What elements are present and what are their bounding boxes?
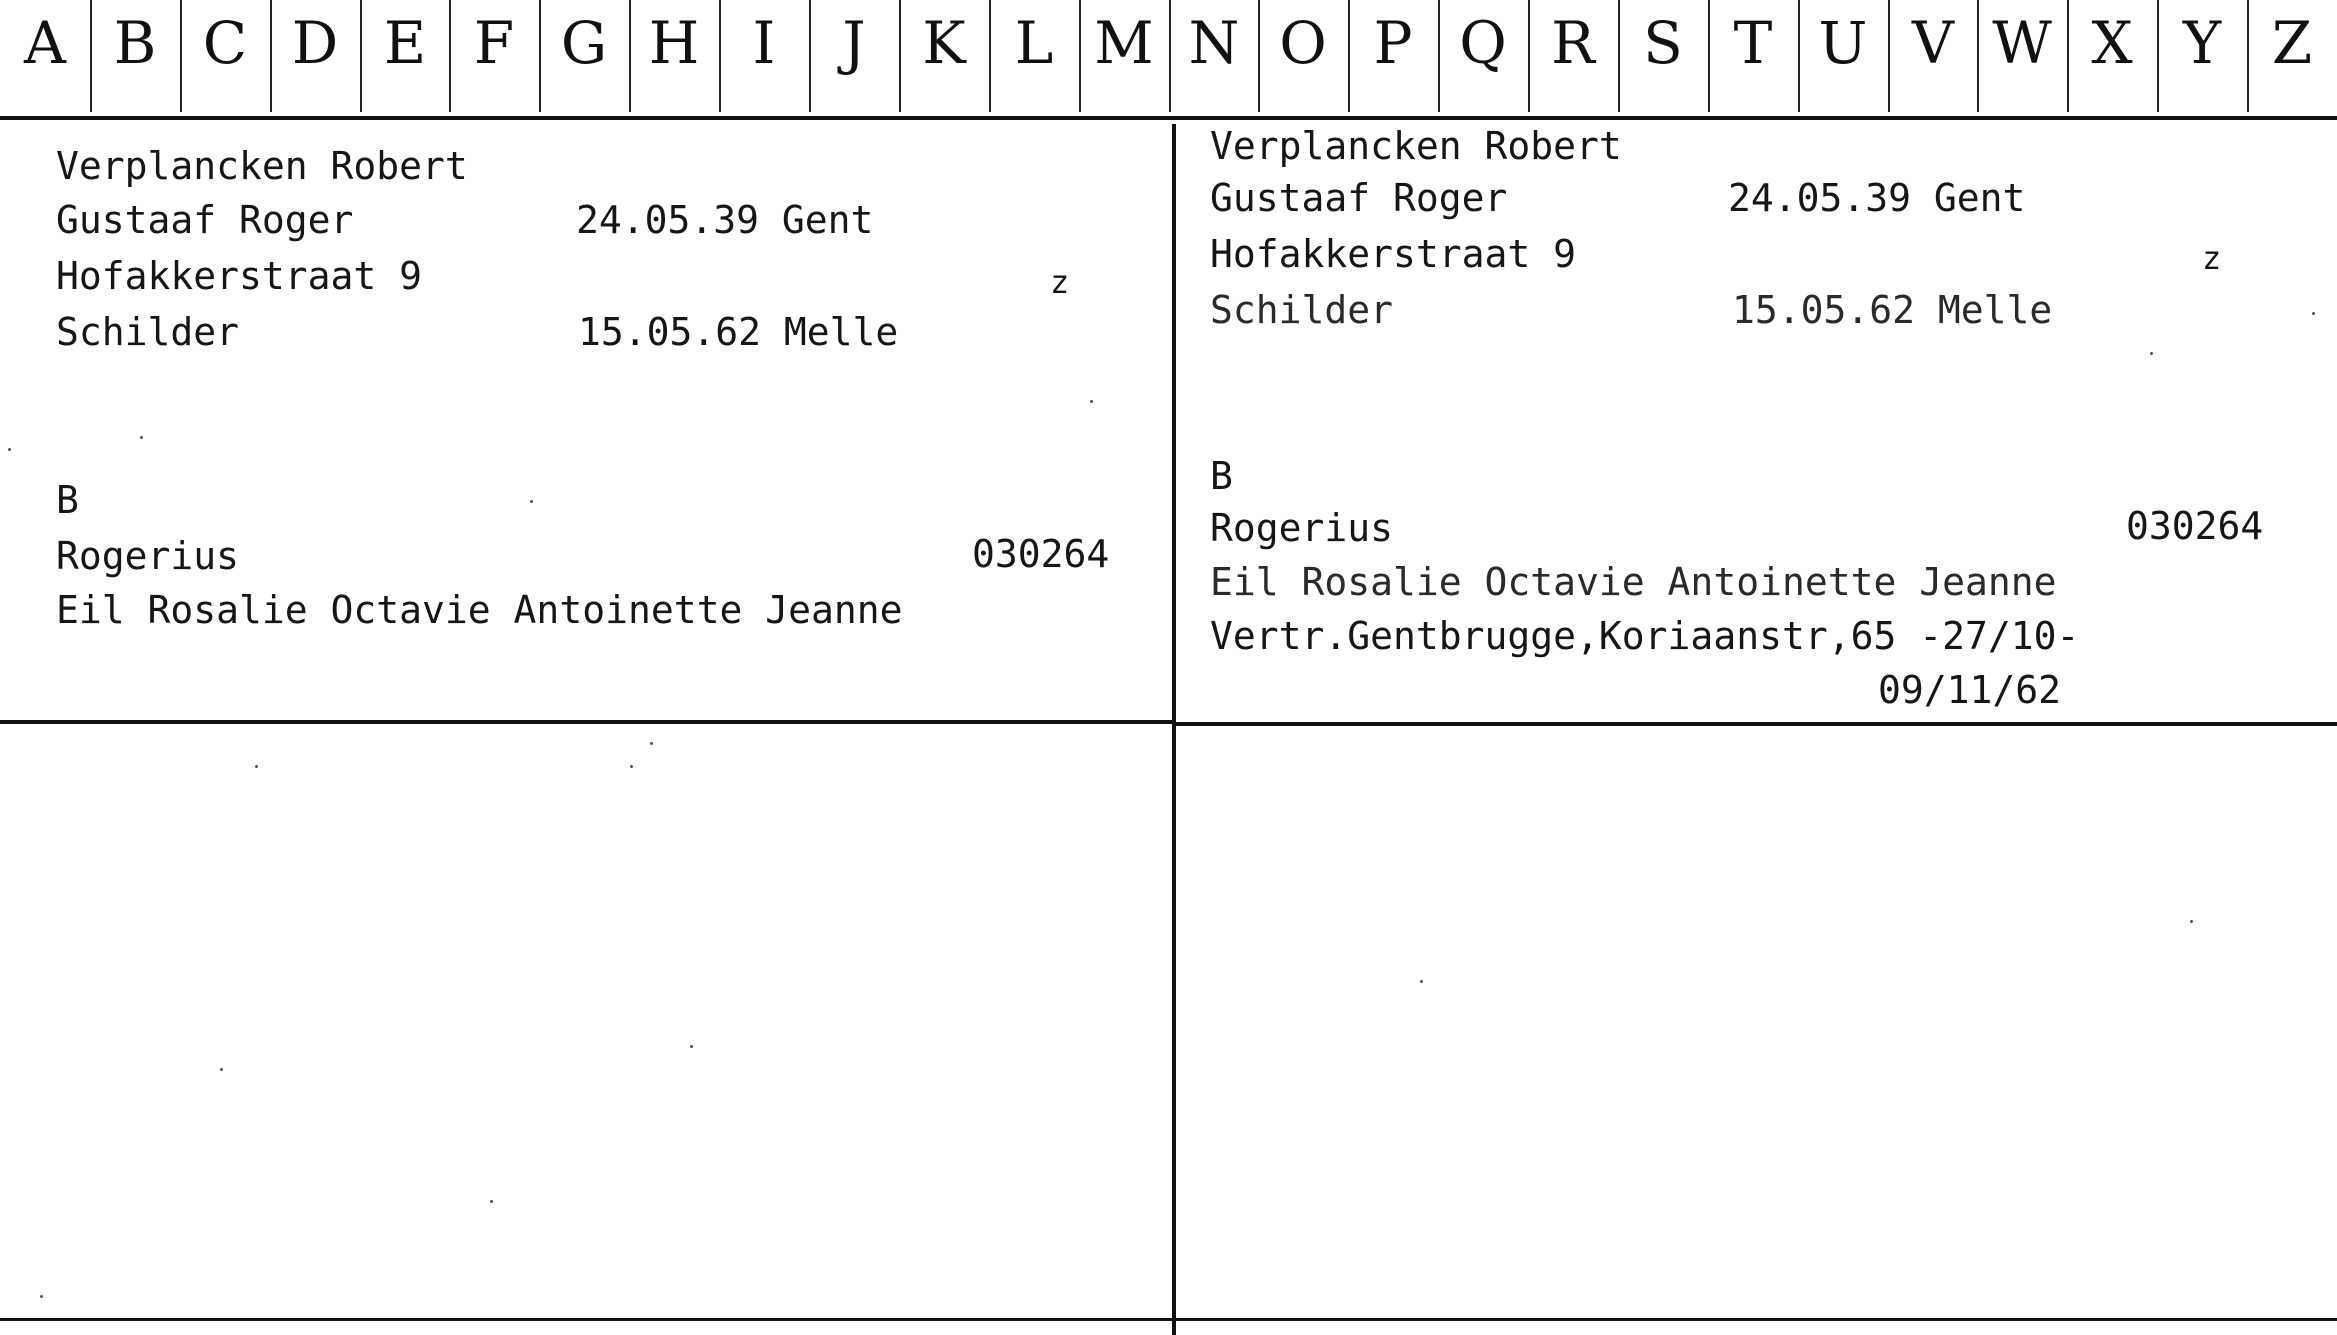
alphabet-separator (449, 0, 451, 112)
alphabet-separator (539, 0, 541, 112)
alphabet-separator (809, 0, 811, 112)
alphabet-letter-e: E (383, 9, 427, 77)
alphabet-letter-n: N (1188, 9, 1240, 77)
card-code: B (56, 478, 79, 522)
record-card-right (1176, 124, 2337, 722)
alphabet-separator (1618, 0, 1620, 112)
card-departure-date: 09/11/62 (1878, 668, 2062, 712)
alphabet-letter-c: C (202, 9, 248, 77)
alphabet-letter-s: S (1643, 9, 1683, 77)
alphabet-letter-r: R (1551, 9, 1595, 77)
card-code: B (1210, 454, 1233, 498)
alphabet-letter-a: A (24, 9, 66, 77)
alphabet-letter-g: G (560, 9, 608, 77)
alphabet-letter-l: L (1014, 9, 1054, 77)
alphabet-separator (180, 0, 182, 112)
alphabet-separator (2067, 0, 2069, 112)
alphabet-letter-j: J (842, 9, 866, 77)
card-religious-name: Rogerius (56, 534, 240, 578)
alphabet-letter-d: D (291, 9, 339, 77)
card-birth: 24.05.39 Gent (1728, 176, 2026, 220)
alphabet-letter-f: F (473, 9, 515, 77)
alphabet-letter-p: P (1373, 9, 1413, 77)
alphabet-separator (1528, 0, 1530, 112)
card-address: Hofakkerstraat 9 (56, 254, 423, 298)
card-number: 030264 (2126, 504, 2264, 548)
alphabet-letter-m: M (1094, 9, 1154, 77)
card-flag: z (1050, 263, 1070, 301)
alphabet-letter-t: T (1733, 9, 1773, 77)
card-event: 15.05.62 Melle (1732, 288, 2053, 332)
alphabet-separator (989, 0, 991, 112)
card-relatives: Eil Rosalie Octavie Antoinette Jeanne (56, 588, 903, 632)
card-birth: 24.05.39 Gent (576, 198, 874, 242)
alphabet-letter-o: O (1279, 9, 1327, 77)
alphabet-separator (2247, 0, 2249, 112)
card-address: Hofakkerstraat 9 (1210, 232, 1577, 276)
card-divider-horizontal-left (0, 720, 1172, 724)
card-flag: z (2202, 239, 2222, 277)
alphabet-separator (1438, 0, 1440, 112)
alphabet-letter-v: V (1912, 9, 1954, 77)
alphabet-separator (1798, 0, 1800, 112)
alphabet-letter-x: X (2091, 9, 2133, 77)
card-religious-name: Rogerius (1210, 506, 1394, 550)
alphabet-separator (1888, 0, 1890, 112)
alphabet-separator (1708, 0, 1710, 112)
alphabet-separator (1079, 0, 1081, 112)
card-occupation: Schilder (1210, 288, 1394, 332)
alphabet-separator (90, 0, 92, 112)
card-event: 15.05.62 Melle (578, 310, 899, 354)
card-name: Verplancken Robert (1210, 124, 1622, 168)
alphabet-letter-w: W (1992, 9, 2052, 77)
alphabet-letter-i: I (752, 9, 776, 77)
alphabet-separator (719, 0, 721, 112)
card-number: 030264 (972, 532, 1110, 576)
card-bottom-edge (0, 1318, 2337, 1321)
card-occupation: Schilder (56, 310, 240, 354)
alphabet-letter-y: Y (2182, 9, 2222, 77)
alphabet-letter-b: B (113, 9, 157, 77)
card-divider-horizontal-right (1176, 722, 2337, 726)
alphabet-letter-q: Q (1459, 9, 1507, 77)
alphabet-separator (1348, 0, 1350, 112)
alphabet-separator (1977, 0, 1979, 112)
alphabet-letter-h: H (648, 9, 700, 77)
alphabet-letter-k: K (922, 9, 966, 77)
alphabet-letter-z: Z (2271, 9, 2313, 77)
card-given-names: Gustaaf Roger (56, 198, 354, 242)
card-relatives: Eil Rosalie Octavie Antoinette Jeanne (1210, 560, 2057, 604)
alphabet-separator (1258, 0, 1260, 112)
record-card-left (0, 124, 1172, 720)
card-name: Verplancken Robert (56, 144, 468, 188)
alphabet-separator (2157, 0, 2159, 112)
alphabet-separator (270, 0, 272, 112)
alphabet-letter-u: U (1818, 9, 1868, 77)
card-given-names: Gustaaf Roger (1210, 176, 1508, 220)
alphabet-separator (360, 0, 362, 112)
alphabet-separator (899, 0, 901, 112)
card-departure: Vertr.Gentbrugge,Koriaanstr,65 -27/10- (1210, 614, 2080, 658)
alphabet-index-bar (0, 0, 2337, 120)
alphabet-separator (629, 0, 631, 112)
alphabet-separator (1169, 0, 1171, 112)
